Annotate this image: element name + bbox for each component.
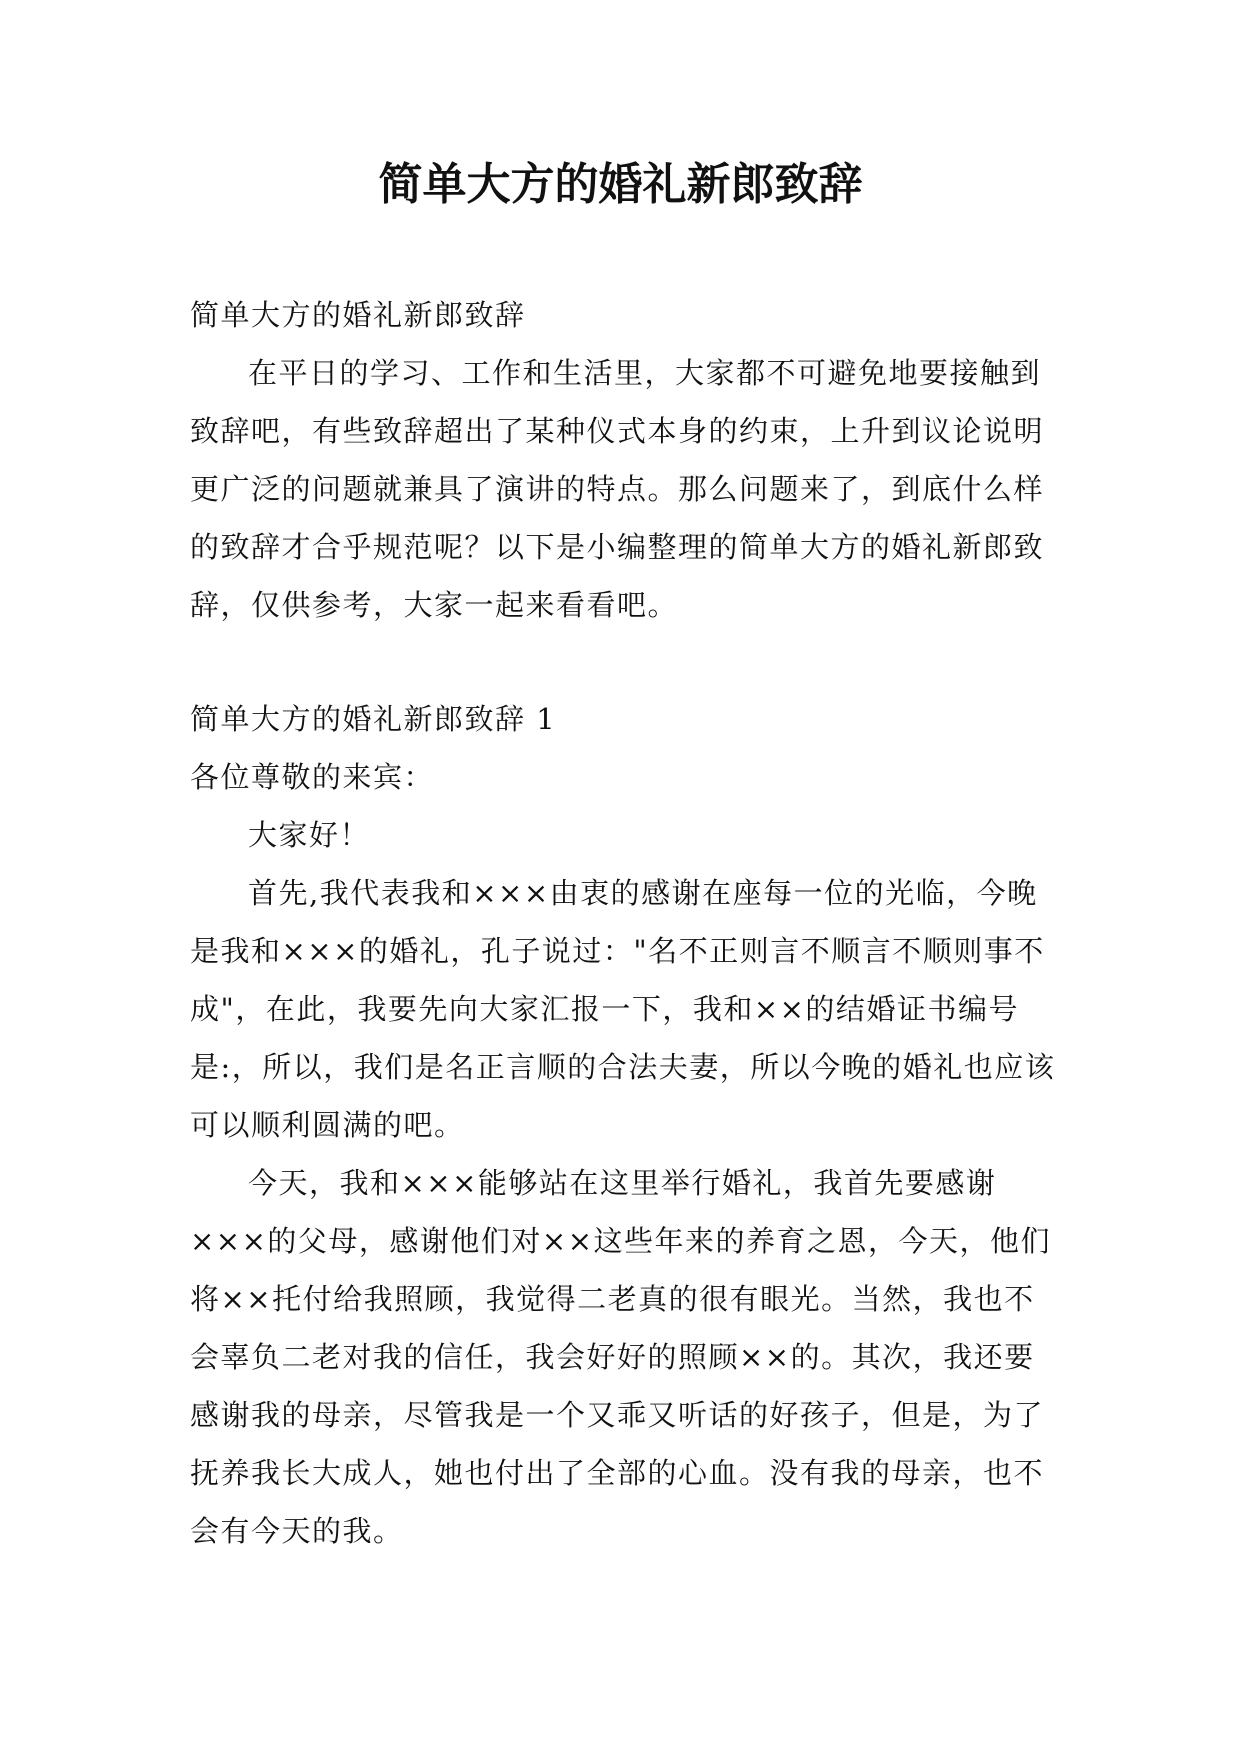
subtitle: 简单大方的婚礼新郎致辞 (190, 298, 526, 332)
body-paragraph-2: 今天，我和×××能够站在这里举行婚礼，我首先要感谢×××的父母，感谢他们对××这些年来的养育之恩，今天，他们将××托付给我照顾，我觉得二老真的很有眼光。当然，我也不会辜负二老对我的信任，我会好好的照顾××的。其次，我还要感谢我的母亲，尽管我是一个又乖又听话的好孩子，但是，为了抚养我长大成人，她也付出了全部的心血。没有我的母亲，也不会有今天的我。 (190, 1166, 1051, 1548)
salutation: 各位尊敬的来宾： (190, 760, 435, 794)
page-title: 简单大方的婚礼新郎致辞 (378, 159, 863, 210)
section-heading: 简单大方的婚礼新郎致辞 1 (190, 702, 557, 736)
document-body (190, 286, 1060, 1560)
intro-paragraph: 在平日的学习、工作和生活里，大家都不可避免地要接触到致辞吧，有些致辞超出了某种仪式本身的约束，上升到议论说明更广泛的问题就兼具了演讲的特点。那么问题来了，到底什么样的致辞才合乎规范呢？以下是小编整理的简单大方的婚礼新郎致辞，仅供参考，大家一起来看看吧。 (190, 356, 1045, 622)
body-paragraph-1: 首先,我代表我和×××由衷的感谢在座每一位的光临，今晚是我和×××的婚礼，孔子说过："名不正则言不顺言不顺则事不成"，在此，我要先向大家汇报一下，我和××的结婚证书编号是:，所以，我们是名正言顺的合法夫妻，所以今晚的婚礼也应该可以顺利圆满的吧。 (190, 876, 1056, 1142)
greeting: 大家好！ (248, 818, 371, 852)
